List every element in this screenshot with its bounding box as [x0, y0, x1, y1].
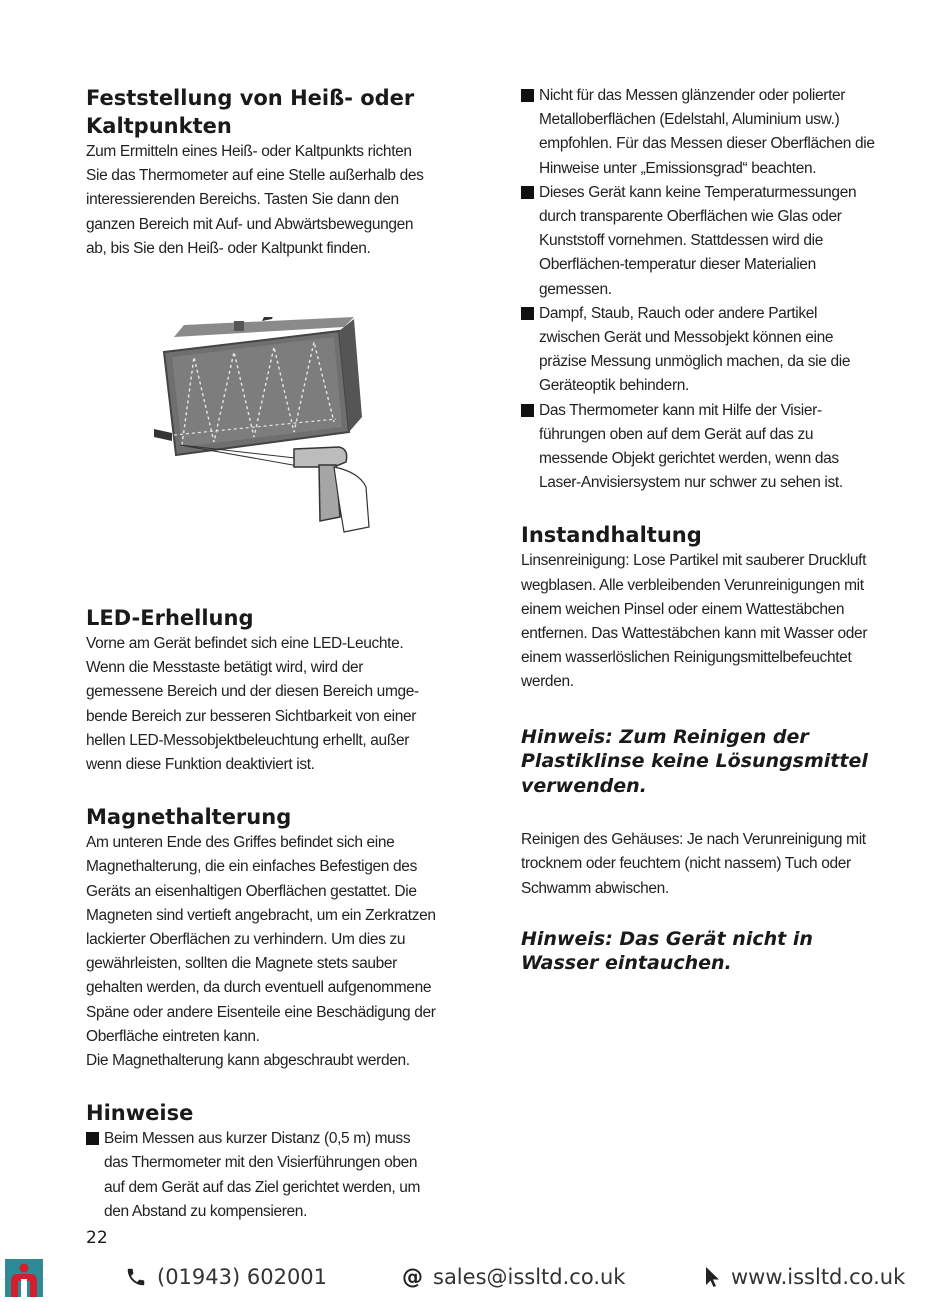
list-item-text: Dieses Gerät kann keine Temperaturmessungen durch transparente Oberflächen wie Glas oder Kunststoff vornehmen. Stattdessen wird die Oberflächen-temperatur dieser Materialien gemessen. [539, 183, 857, 298]
list-item [521, 302, 876, 399]
page-number: 22 [86, 1228, 108, 1248]
bullet-square-icon [521, 89, 534, 102]
phone-icon [125, 1266, 147, 1288]
list-item [521, 84, 876, 181]
right-column [521, 84, 876, 1006]
cursor-arrow-icon [705, 1266, 721, 1288]
notes-list [86, 1127, 436, 1224]
heading-maintenance: Instandhaltung [521, 523, 702, 548]
heading-hot-cold-spots: Feststellung von Heiß- oder Kaltpunkten [86, 86, 415, 138]
heading-notes: Hinweise [86, 1101, 194, 1126]
text-led-lighting: Vorne am Gerät befindet sich eine LED-Leuchte. Wenn die Messtaste betätigt wird, wird der gemessene Bereich und der diesen Bereich umgebende Bereich zur besseren Sichtbarkeit von einer hellen LED-Messobjektbeleuchtung erhellt, außer wenn diese Funktion deaktiviert ist. [86, 635, 420, 774]
section-maintenance [521, 521, 876, 975]
note-plastic-lens: Hinweis: Zum Reinigen der Plastiklinse keine Lösungsmittel verwenden. [521, 725, 868, 797]
bullet-square-icon [521, 186, 534, 199]
bullet-square-icon [86, 1132, 99, 1145]
list-item [86, 1127, 436, 1224]
footer-bar [0, 1255, 950, 1302]
footer-website-text: www.issltd.co.uk [731, 1265, 906, 1289]
list-item [521, 181, 876, 302]
footer-email-text: sales@issltd.co.uk [433, 1265, 626, 1289]
text-lens-cleaning: Linsenreinigung: Lose Partikel mit sauberer Druckluft wegblasen. Alle verbleibenden Verunreinigungen mit einem weichen Pinsel oder einem Wattestäbchen entfernen. Das Wattestäbchen kann mit Wasser oder einem wasserlöslichen Reinigungsmittelbefeuchtet werden. [521, 552, 868, 691]
section-hot-cold-spots [86, 84, 436, 261]
list-item-text: Nicht für das Messen glänzender oder polierter Metalloberflächen (Edelstahl, Aluminium usw.) empfohlen. Für das Messen dieser Oberflächen die Hinweise unter „Emissionsgrad“ beachten. [539, 87, 875, 177]
footer-phone[interactable] [125, 1265, 327, 1289]
company-logo-icon [5, 1259, 43, 1297]
notes-continued-list [521, 84, 876, 495]
list-item-text: Beim Messen aus kurzer Distanz (0,5 m) muss das Thermometer mit den Visierführungen oben auf dem Gerät auf das Ziel gerichtet werden, um den Abstand zu kompensieren. [104, 1130, 421, 1220]
left-column [86, 84, 436, 1250]
footer-email[interactable] [402, 1265, 625, 1289]
section-notes [86, 1099, 436, 1224]
section-magnet-mount [86, 803, 436, 1073]
footer-website[interactable] [705, 1265, 905, 1289]
bullet-square-icon [521, 404, 534, 417]
footer-phone-text: (01943) 602001 [157, 1265, 328, 1289]
list-item-text: Das Thermometer kann mit Hilfe der Visierführungen oben auf dem Gerät auf das zu messende Objekt gerichtet werden, wenn das Laser-Anvisiersystem nur schwer zu sehen ist. [539, 401, 843, 492]
text-magnet-mount: Am unteren Ende des Griffes befindet sich eine Magnethalterung, die ein einfaches Befestigen des Geräts an eisenhaltigen Oberflächen gestattet. Die Magneten sind vertieft angebracht, um ein Zerkratzen lackierter Oberflächen zu verhindern. Um dies zu gewährleisten, sollten die Magnete stets sauber gehalten werden, da durch eventuell aufgenommene Späne oder andere Eisenteile eine Beschädigung der Oberfläche eintreten kann. [86, 834, 436, 1045]
text-housing-cleaning: Reinigen des Gehäuses: Je nach Verunreinigung mit trocknem oder feuchtem (nicht nassem) Tuch oder Schwamm abwischen. [521, 831, 866, 897]
heading-led-lighting: LED-Erhellung [86, 606, 254, 631]
section-led-lighting [86, 604, 436, 777]
thermometer-scan-illustration [144, 317, 374, 547]
note-no-immersion: Hinweis: Das Gerät nicht in Wasser eintauchen. [521, 927, 813, 975]
bullet-square-icon [521, 307, 534, 320]
at-sign-icon: @ [402, 1265, 423, 1289]
heading-magnet-mount: Magnethalterung [86, 805, 292, 830]
list-item-text: Dampf, Staub, Rauch oder andere Partikel zwischen Gerät und Messobjekt können eine präzise Messung unmöglich machen, da sie die Geräteoptik behindern. [539, 304, 851, 395]
list-item [521, 399, 876, 496]
text-magnet-mount-2: Die Magnethalterung kann abgeschraubt werden. [86, 1052, 410, 1070]
text-hot-cold-spots: Zum Ermitteln eines Heiß- oder Kaltpunkts richten Sie das Thermometer auf eine Stelle außerhalb des interessierenden Bereichs. Tasten Sie dann den ganzen Bereich mit Auf- und Abwärtsbewegungen ab, bis Sie den Heiß- oder Kaltpunkt finden. [86, 143, 424, 257]
